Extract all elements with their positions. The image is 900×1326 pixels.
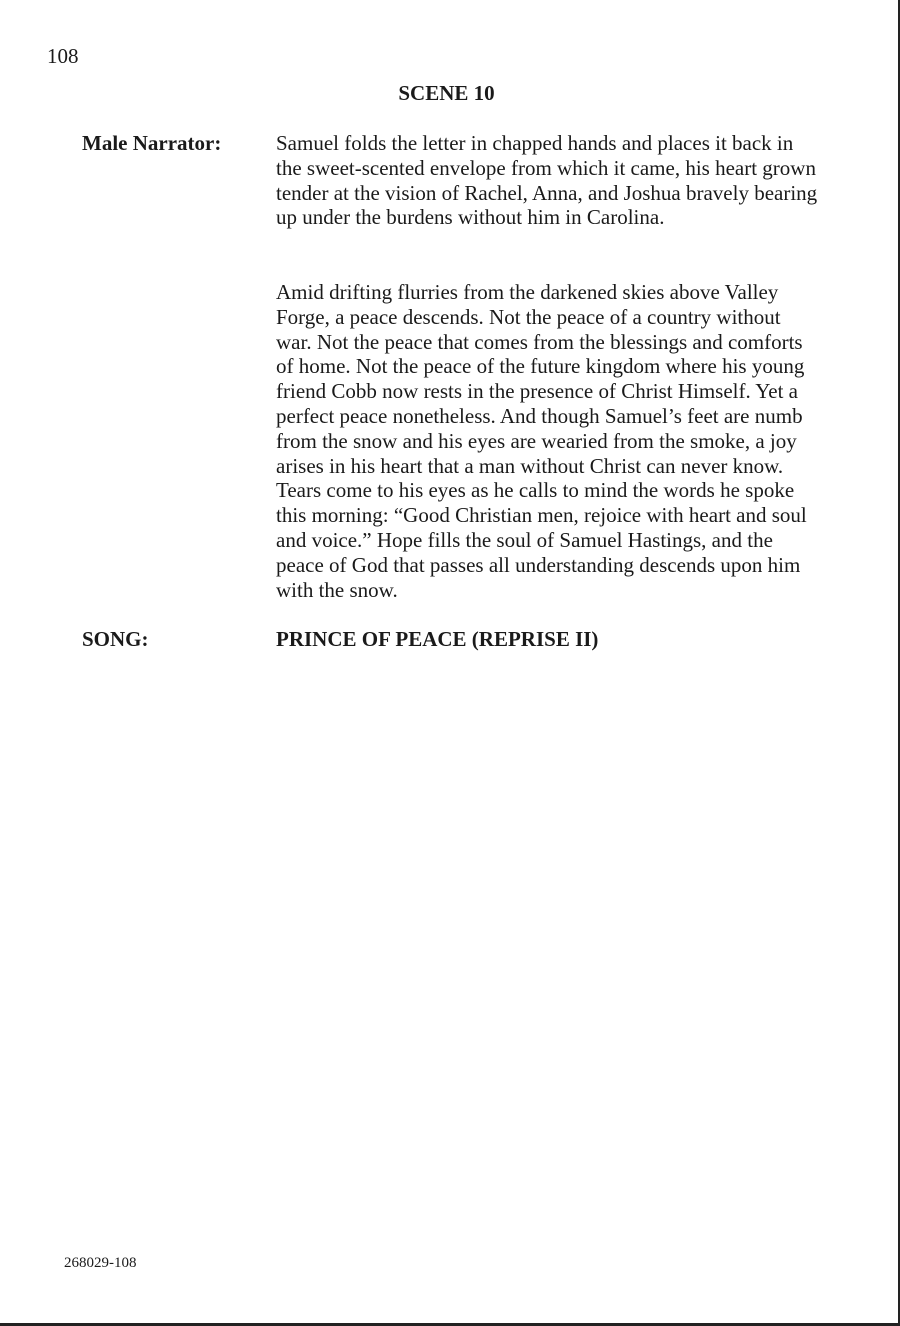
song-title: PRINCE OF PEACE (REPRISE II) [276,627,599,651]
footer-code: 268029-108 [64,1255,137,1271]
scene-title: SCENE 10 [398,81,495,105]
page-number: 108 [47,44,79,68]
narration-paragraph: Amid drifting flurries from the darkened skies above Valley Forge, a peace descends. Not the peace of a country without war. Not the peace that comes from the blessings and comforts of home. Not the peace of the future kingdom where his young friend Cobb now rests in the presence of Christ Himself. Yet a perfect peace nonetheless. And though Samuel’s feet are numb from the snow and his eyes are wearied from the smoke, a joy arises in his heart that a man without Christ can never know. Tears come to his eyes as he calls to mind the words he spoke this morning: “Good Christian men, rejoice with heart and soul and voice.” Hope fills the soul of Samuel Hastings, and the peace of God that passes all understanding descends upon him with the snow. [276,280,807,602]
narration-paragraph: Samuel folds the letter in chapped hands and places it back in the sweet-scented envelope from which it came, his heart grown tender at the vision of Rachel, Anna, and Joshua bravely bearing up under the burdens without him in Carolina. [276,131,818,230]
song-label: SONG: [82,627,149,651]
speaker-label-narrator: Male Narrator: [82,131,222,155]
